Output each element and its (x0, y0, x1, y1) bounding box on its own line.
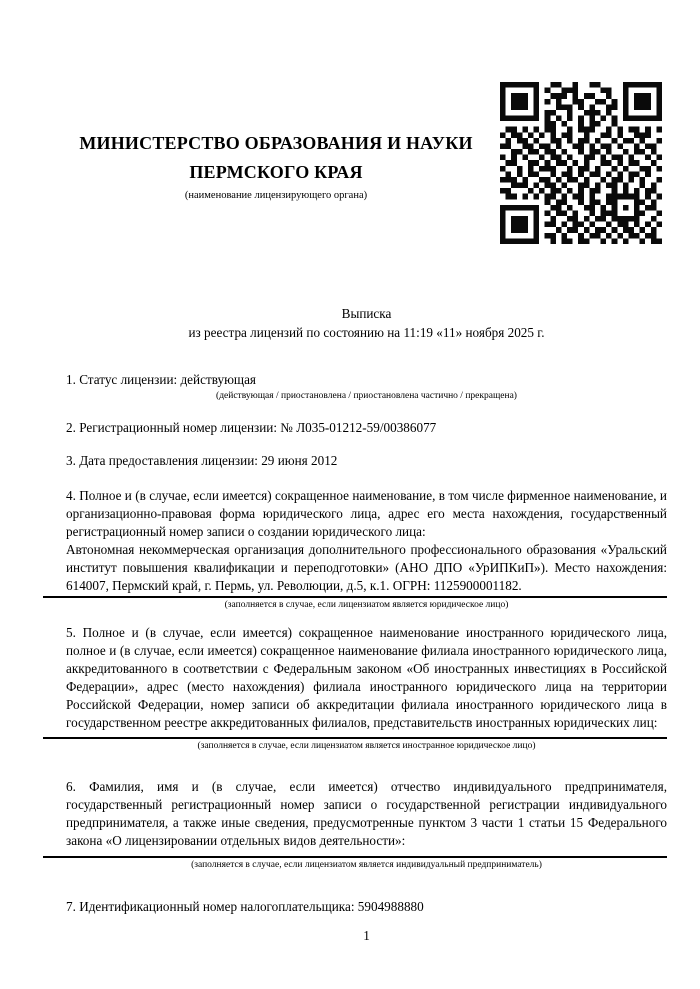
fill-line-legal-entity (43, 596, 667, 598)
licensing-authority-caption: (наименование лицензирующего органа) (184, 190, 368, 201)
ministry-name-line1: МИНИСТЕРСТВО ОБРАЗОВАНИЯ И НАУКИ (79, 133, 473, 153)
document-title (66, 304, 667, 342)
item-license-status-caption: (действующая / приостановлена / приостановлена частично / прекращена) (216, 391, 517, 401)
item-grant-date: 3. Дата предоставления лицензии: 29 июня 2012 (66, 453, 338, 468)
item-legal-entity-value: Автономная некоммерческая организация дополнительного профессионального образования «Уральский институт повышения квалификации и переподготовки» (АНО ДПО «УрИПКиП»). Место нахождения: 614007, Пермский край, г. Пермь, ул. Революции, д.5, к.1. ОГРН: 1125900001182. (66, 542, 667, 593)
item-foreign-entity-caption: (заполняется в случае, если лицензиатом является иностранное юридическое лицо) (197, 741, 536, 751)
fill-line-individual (43, 856, 667, 858)
item-legal-entity-caption: (заполняется в случае, если лицензиатом является юридическое лицо) (224, 600, 509, 610)
document-title-line1: Выписка (341, 306, 392, 321)
item-legal-entity-label: 4. Полное и (в случае, если имеется) сокращенное наименование, в том числе фирменное наименование, и организационно-правовая форма юридического лица, адрес его места нахождения, государственный регистрационный номер записи о создании юридического лица: (66, 488, 667, 539)
item-taxpayer-number: 7. Идентификационный номер налогоплательщика: 5904988880 (66, 899, 424, 914)
item-individual-label: 6. Фамилия, имя и (в случае, если имеется) отчество индивидуального предпринимателя, государственный регистрационный номер записи о государственной регистрации индивидуального предпринимателя, а также иные сведения, предусмотренные пунктом 3 части 1 статьи 15 Федерального закона «О лицензировании отдельных видов деятельности»: (66, 779, 667, 848)
ministry-name-line2: ПЕРМСКОГО КРАЯ (189, 162, 363, 182)
fill-line-foreign-entity (43, 737, 667, 739)
item-registration-number: 2. Регистрационный номер лицензии: № Л035-01212-59/00386077 (66, 420, 437, 435)
qr-code-icon (500, 82, 662, 244)
letterhead (66, 129, 486, 202)
item-foreign-entity-label: 5. Полное и (в случае, если имеется) сокращенное наименование иностранного юридического лица, полное и (в случае, если имеется) сокращенное наименование филиала иностранного юридического лица, аккредитованного в соответствии с Федеральным законом «Об иностранных инвестициях в Российской Федерации», адрес (место нахождения) филиала иностранного юридического лица на территории Российской Федерации, номер записи об аккредитации филиала иностранного юридического лица в государственном реестре аккредитованных филиалов, представительств иностранных юридических лиц: (66, 625, 667, 730)
document-title-line2: из реестра лицензий по состоянию на 11:19 «11» ноября 2025 г. (188, 325, 545, 340)
item-license-status: 1. Статус лицензии: действующая (66, 372, 257, 387)
item-individual-caption: (заполняется в случае, если лицензиатом является индивидуальный предприниматель) (191, 860, 542, 870)
page-number: 1 (363, 928, 370, 943)
document-body (66, 304, 667, 916)
